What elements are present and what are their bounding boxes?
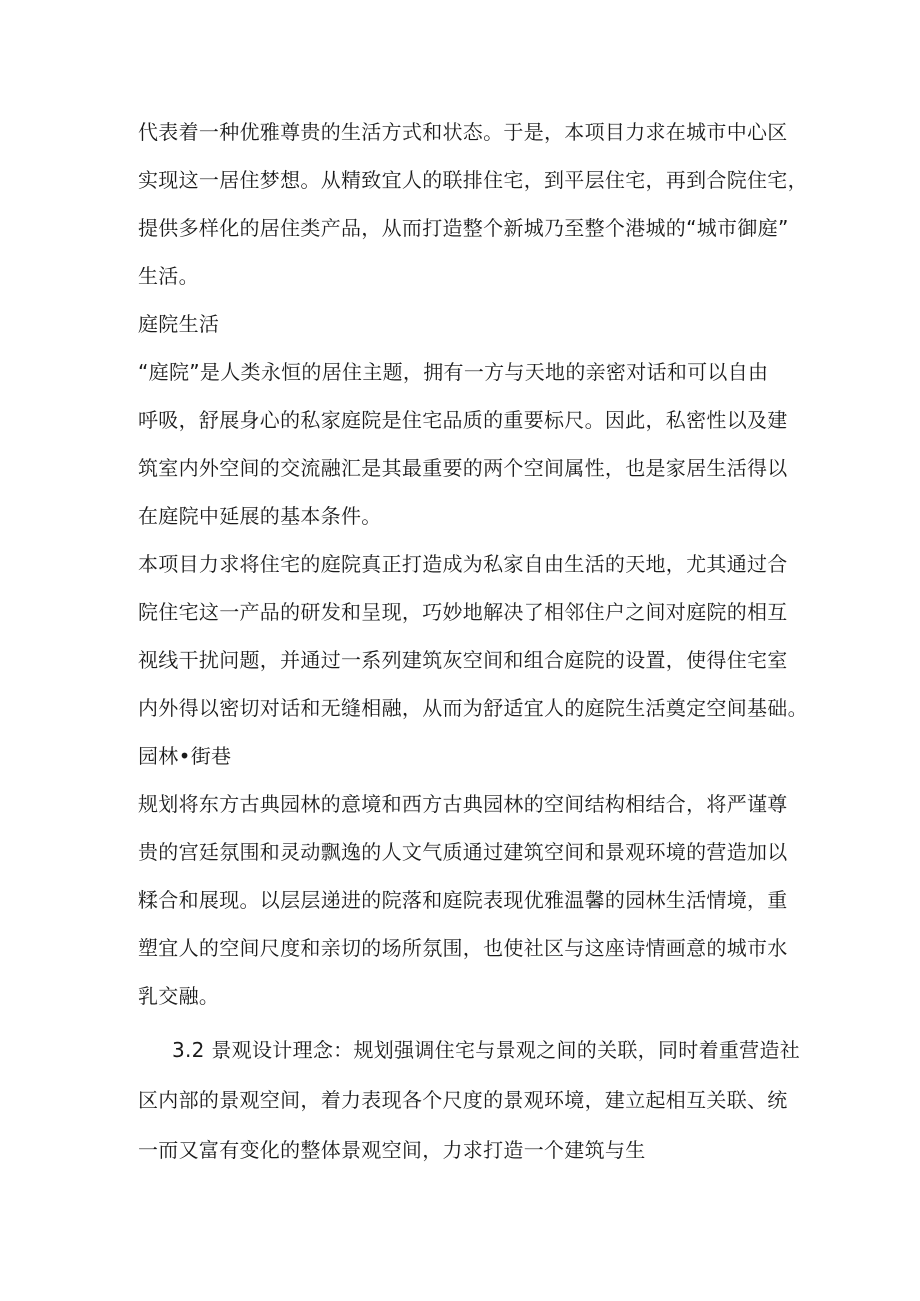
section-heading: 园林•街巷 <box>138 744 232 768</box>
paragraph-line: 在庭院中延展的基本条件。 <box>138 504 382 528</box>
paragraph-line: 区内部的景观空间，着力表现各个尺度的景观环境，建立起相互关联、统 <box>138 1088 788 1112</box>
paragraph-line: 内外得以密切对话和无缝相融，从而为舒适宜人的庭院生活奠定空间基础。 <box>138 696 808 720</box>
paragraph-line: 糅合和展现。以层层递进的院落和庭院表现优雅温馨的园林生活情境，重 <box>138 888 788 912</box>
section-heading: 庭院生活 <box>138 312 220 336</box>
paragraph-line: “庭院”是人类永恒的居住主题，拥有一方与天地的亲密对话和可以自由 <box>138 360 769 384</box>
paragraph-line: 规划将东方古典园林的意境和西方古典园林的空间结构相结合，将严谨尊 <box>138 792 788 816</box>
paragraph-line: 生活。 <box>138 264 199 288</box>
paragraph-line: 视线干扰问题，并通过一系列建筑灰空间和组合庭院的设置，使得住宅室 <box>138 648 788 672</box>
paragraph-line: 实现这一居住梦想。从精致宜人的联排住宅，到平层住宅，再到合院住宅， <box>138 168 808 192</box>
paragraph-line: 筑室内外空间的交流融汇是其最重要的两个空间属性，也是家居生活得以 <box>138 456 788 480</box>
paragraph-line: 贵的宫廷氛围和灵动飘逸的人文气质通过建筑空间和景观环境的营造加以 <box>138 840 788 864</box>
paragraph-line: 塑宜人的空间尺度和亲切的场所氛围，也使社区与这座诗情画意的城市水 <box>138 936 788 960</box>
paragraph-line: 呼吸，舒展身心的私家庭院是住宅品质的重要标尺。因此，私密性以及建 <box>138 408 788 432</box>
paragraph-line: 一而又富有变化的整体景观空间，力求打造一个建筑与生 <box>138 1138 646 1162</box>
paragraph-line: 提供多样化的居住类产品，从而打造整个新城乃至整个港城的“城市御庭” <box>138 216 789 240</box>
paragraph-line: 乳交融。 <box>138 984 220 1008</box>
paragraph-line: 3.2 景观设计理念：规划强调住宅与景观之间的关联，同时着重营造社 <box>172 1038 801 1062</box>
paragraph-line: 院住宅这一产品的研发和呈现，巧妙地解决了相邻住户之间对庭院的相互 <box>138 600 788 624</box>
paragraph-line: 本项目力求将住宅的庭院真正打造成为私家自由生活的天地，尤其通过合 <box>138 552 788 576</box>
paragraph-line: 代表着一种优雅尊贵的生活方式和状态。于是，本项目力求在城市中心区 <box>138 120 788 144</box>
